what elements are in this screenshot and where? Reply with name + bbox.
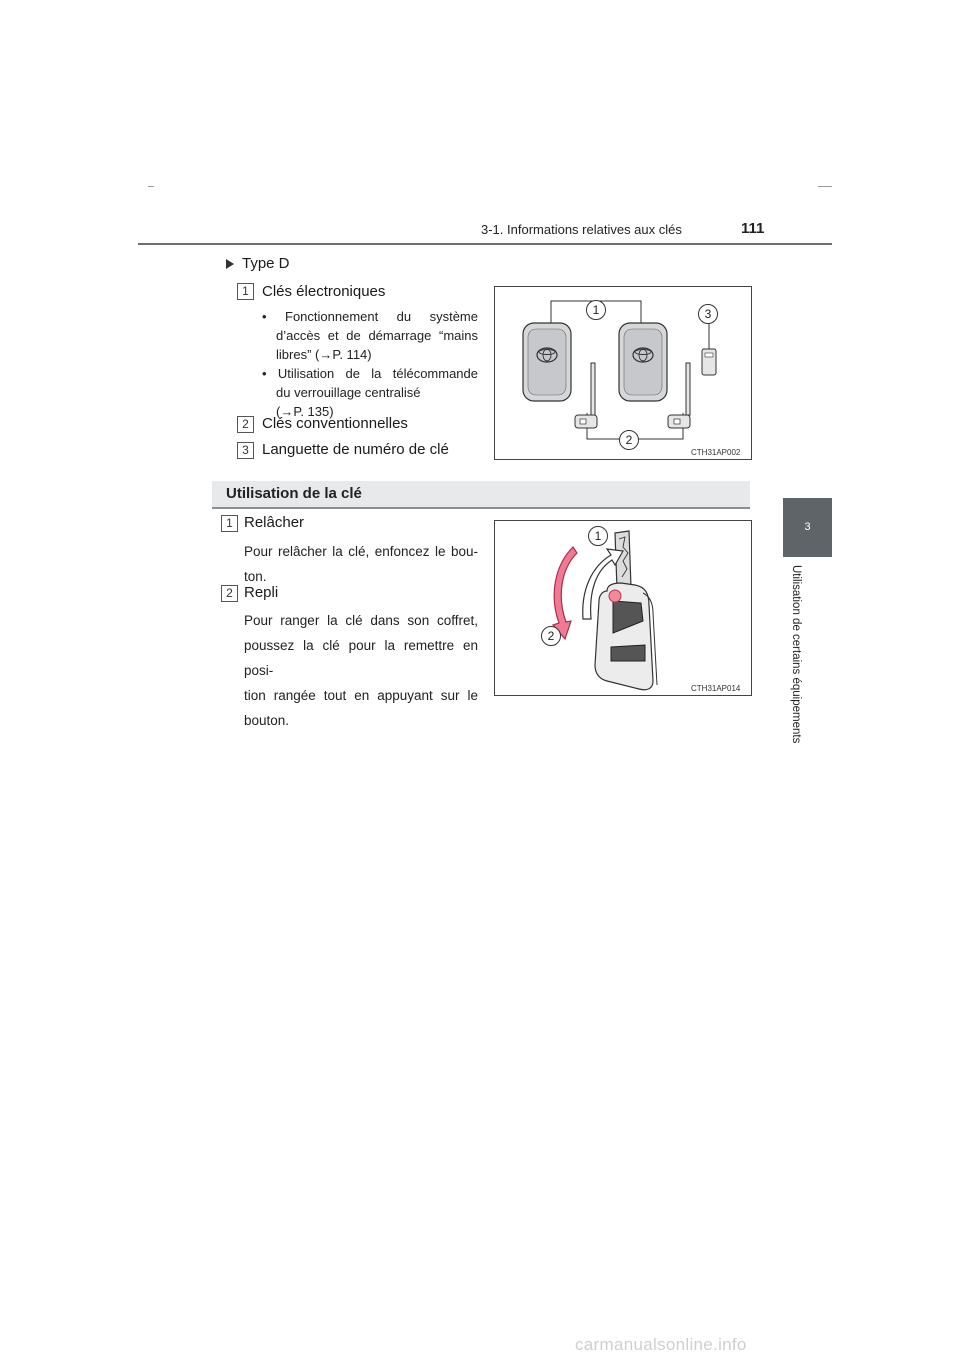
item-label-release: Relâcher (244, 514, 305, 531)
item-number-badge: 1 (221, 515, 238, 532)
bullet-line: • Utilisation de la télécommande (262, 366, 478, 381)
figure-code: CTH31AP002 (691, 448, 741, 457)
text-line: ton. (244, 569, 267, 584)
callout-badge: 1 (586, 300, 606, 320)
chapter-tab: 3 (783, 498, 832, 557)
section-header-usage (212, 481, 750, 509)
bullet-list-1 (262, 307, 478, 421)
footer-watermark: carmanualsonline.info (575, 1335, 747, 1354)
running-header: 3-1. Informations relatives aux clés (481, 222, 682, 237)
section-title: Utilisation de la clé (226, 485, 362, 502)
item-label-key-number-tag: Languette de numéro de clé (262, 441, 449, 458)
bullet-line: (→P. 135) (276, 404, 334, 419)
type-label (226, 255, 290, 272)
item-number-badge: 1 (237, 283, 254, 300)
item-number-badge: 2 (237, 416, 254, 433)
text-line: Pour relâcher la clé, enfoncez le bou- (244, 544, 478, 559)
release-description (244, 539, 478, 589)
text-line: Pour ranger la clé dans son coffret, (244, 613, 478, 628)
bullet-line: • Fonctionnement du système (262, 309, 478, 324)
triangle-bullet-icon (226, 259, 234, 269)
callout-badge: 2 (619, 430, 639, 450)
figure-code: CTH31AP014 (691, 684, 741, 693)
header-rule (138, 243, 832, 245)
chapter-title: Utilisation de certains équipements (790, 565, 802, 744)
crop-mark-right (818, 186, 832, 187)
bullet-line: libres” (→P. 114) (276, 347, 372, 362)
fold-description (244, 608, 478, 733)
text-line: tion rangée tout en appuyant sur le (244, 688, 478, 703)
text-line: poussez la clé pour la remettre en posi- (244, 638, 478, 678)
figure-folding-key (494, 520, 752, 696)
item-number-badge: 2 (221, 585, 238, 602)
text-line: bouton. (244, 713, 290, 728)
callout-badge: 2 (541, 626, 561, 646)
item-label-electronic-keys: Clés électroniques (262, 283, 386, 300)
item-label-conventional-keys: Clés conventionnelles (262, 415, 408, 432)
folding-key-illustration (495, 521, 751, 695)
bullet-line: du verrouillage centralisé (276, 385, 421, 400)
item-label-fold: Repli (244, 584, 279, 601)
page-number: 111 (741, 220, 765, 237)
callout-badge: 1 (588, 526, 608, 546)
callout-badge: 3 (698, 304, 718, 324)
crop-mark-left (148, 186, 154, 187)
bullet-line: d’accès et de démarrage “mains (276, 328, 478, 343)
type-label-text: Type D (242, 255, 290, 272)
figure-keys (494, 286, 752, 460)
item-number-badge: 3 (237, 442, 254, 459)
